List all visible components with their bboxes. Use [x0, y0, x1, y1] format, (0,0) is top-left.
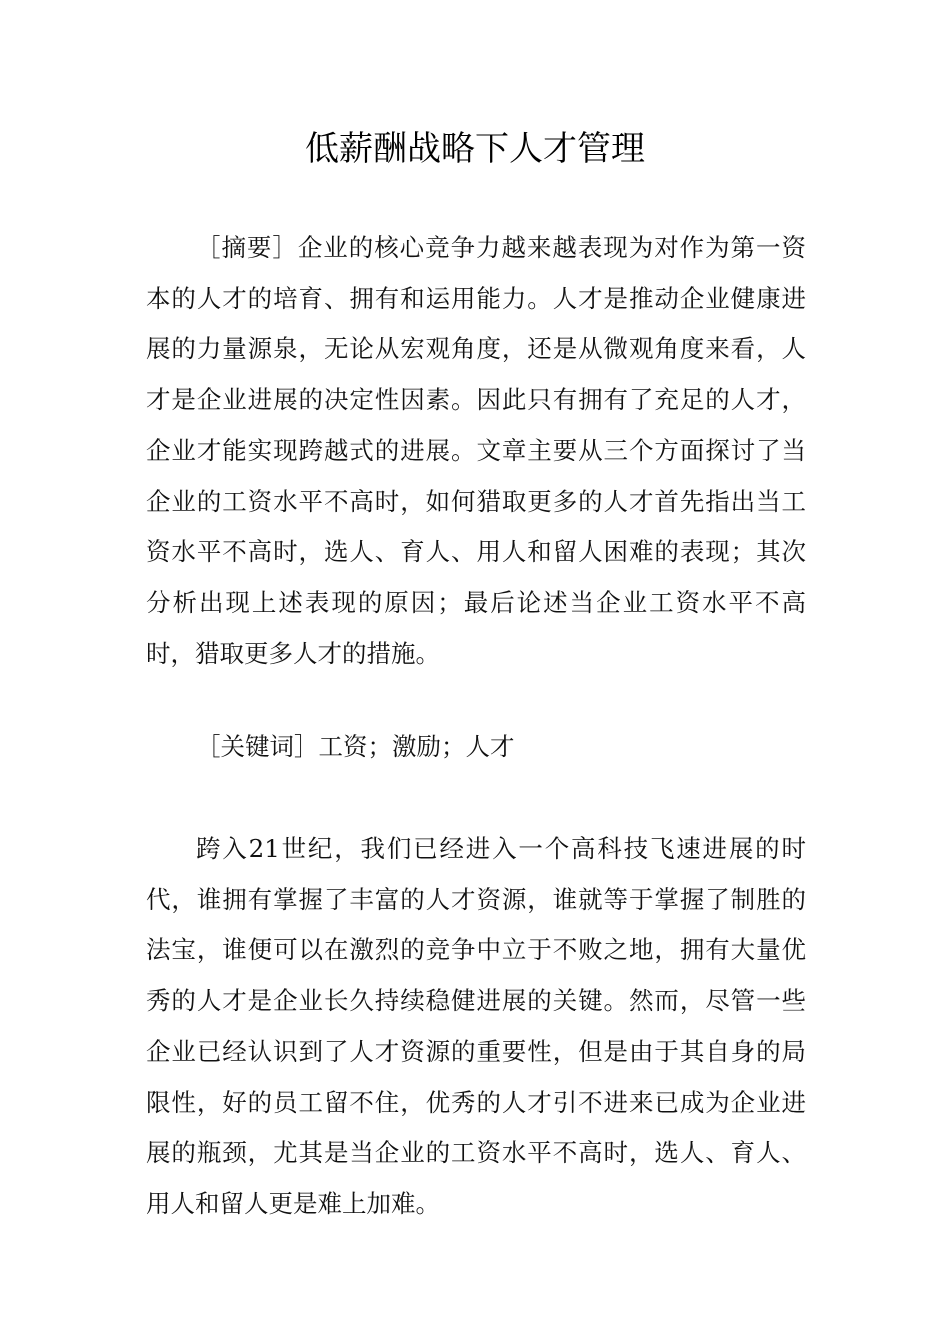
abstract-paragraph: ［摘要］企业的核心竞争力越来越表现为对作为第一资本的人才的培育、拥有和运用能力。人才是推动企业健康进展的力量源泉，无论从宏观角度，还是从微观角度来看，人才是企业进展的决定性因素。因此只有拥有了充足的人才，企业才能实现跨越式的进展。文章主要从三个方面探讨了当企业的工资水平不高时，如何猎取更多的人才首先指出当工资水平不高时，选人、育人、用人和留人困难的表现；其次分析出现上述表现的原因；最后论述当企业工资水平不高时，猎取更多人才的措施。 [146, 233, 806, 668]
intro-paragraph: 跨入21世纪，我们已经进入一个高科技飞速进展的时代，谁拥有掌握了丰富的人才资源，谁就等于掌握了制胜的法宝，谁便可以在激烈的竞争中立于不败之地，拥有大量优秀的人才是企业长久持续稳健进展的关键。然而，尽管一些企业已经认识到了人才资源的重要性，但是由于其自身的局限性，好的员工留不住，优秀的人才引不进来已成为企业进展的瓶颈，尤其是当企业的工资水平不高时，选人、育人、用人和留人更是难上加难。 [146, 834, 806, 1218]
keywords-paragraph: ［关键词］工资；激励；人才 [196, 732, 515, 761]
document-title: 低薪酬战略下人才管理 [305, 129, 645, 169]
